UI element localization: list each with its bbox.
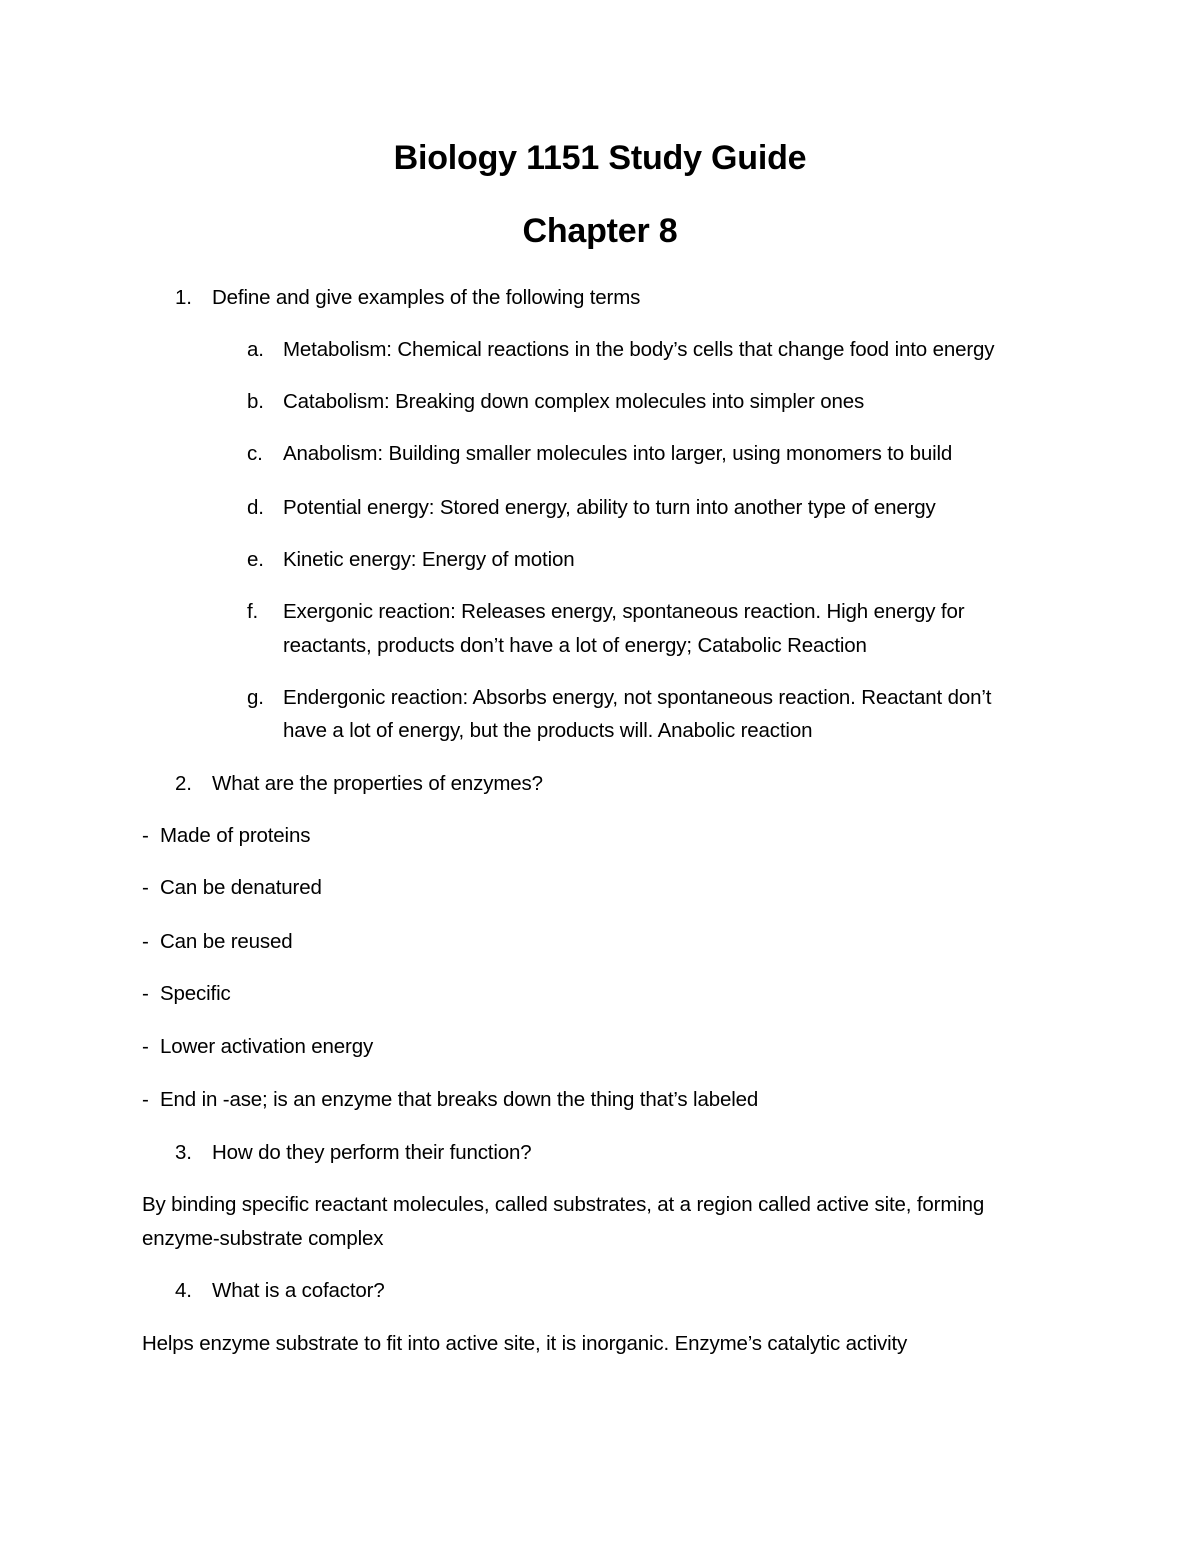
term-definition: Kinetic energy: Energy of motion	[283, 548, 575, 571]
bullet-dash: -	[142, 1035, 149, 1058]
question-number: 4.	[175, 1279, 192, 1302]
answer-text-continued: enzyme-substrate complex	[142, 1227, 384, 1250]
list-marker: d.	[247, 496, 264, 519]
answer-text: By binding specific reactant molecules, called substrates, at a region called active site, forming	[142, 1193, 985, 1216]
chapter-heading: Chapter 8	[522, 212, 678, 250]
bullet-dash: -	[142, 1088, 149, 1111]
question-text: How do they perform their function?	[212, 1141, 532, 1164]
question-text: Define and give examples of the following terms	[212, 286, 641, 309]
term-definition: Endergonic reaction: Absorbs energy, not spontaneous reaction. Reactant don’t	[283, 686, 992, 709]
question-number: 2.	[175, 772, 192, 795]
term-definition: Anabolism: Building smaller molecules into larger, using monomers to build	[283, 442, 953, 465]
term-definition: Catabolism: Breaking down complex molecules into simpler ones	[283, 390, 865, 413]
list-marker: a.	[247, 338, 264, 361]
question-text: What is a cofactor?	[212, 1279, 385, 1302]
property-text: End in -ase; is an enzyme that breaks down the thing that’s labeled	[160, 1088, 759, 1111]
property-text: Lower activation energy	[160, 1035, 374, 1058]
bullet-dash: -	[142, 982, 149, 1005]
term-definition-continued: have a lot of energy, but the products will. Anabolic reaction	[283, 719, 813, 742]
list-marker: g.	[247, 686, 264, 709]
property-text: Made of proteins	[160, 824, 311, 847]
bullet-dash: -	[142, 930, 149, 953]
list-marker: b.	[247, 390, 264, 413]
term-definition: Exergonic reaction: Releases energy, spontaneous reaction. High energy for	[283, 600, 965, 623]
list-marker: f.	[247, 600, 259, 623]
term-definition: Metabolism: Chemical reactions in the body’s cells that change food into energy	[283, 338, 995, 361]
property-text: Can be denatured	[160, 876, 322, 899]
term-definition-continued: reactants, products don’t have a lot of energy; Catabolic Reaction	[283, 634, 867, 657]
term-definition: Potential energy: Stored energy, ability to turn into another type of energy	[283, 496, 936, 519]
property-text: Specific	[160, 982, 231, 1005]
document-title: Biology 1151 Study Guide	[393, 139, 807, 177]
answer-text: Helps enzyme substrate to fit into active site, it is inorganic. Enzyme’s catalytic activity	[142, 1332, 908, 1355]
question-number: 1.	[175, 286, 192, 309]
bullet-dash: -	[142, 876, 149, 899]
question-number: 3.	[175, 1141, 192, 1164]
property-text: Can be reused	[160, 930, 293, 953]
list-marker: c.	[247, 442, 263, 465]
list-marker: e.	[247, 548, 264, 571]
question-text: What are the properties of enzymes?	[212, 772, 543, 795]
bullet-dash: -	[142, 824, 149, 847]
